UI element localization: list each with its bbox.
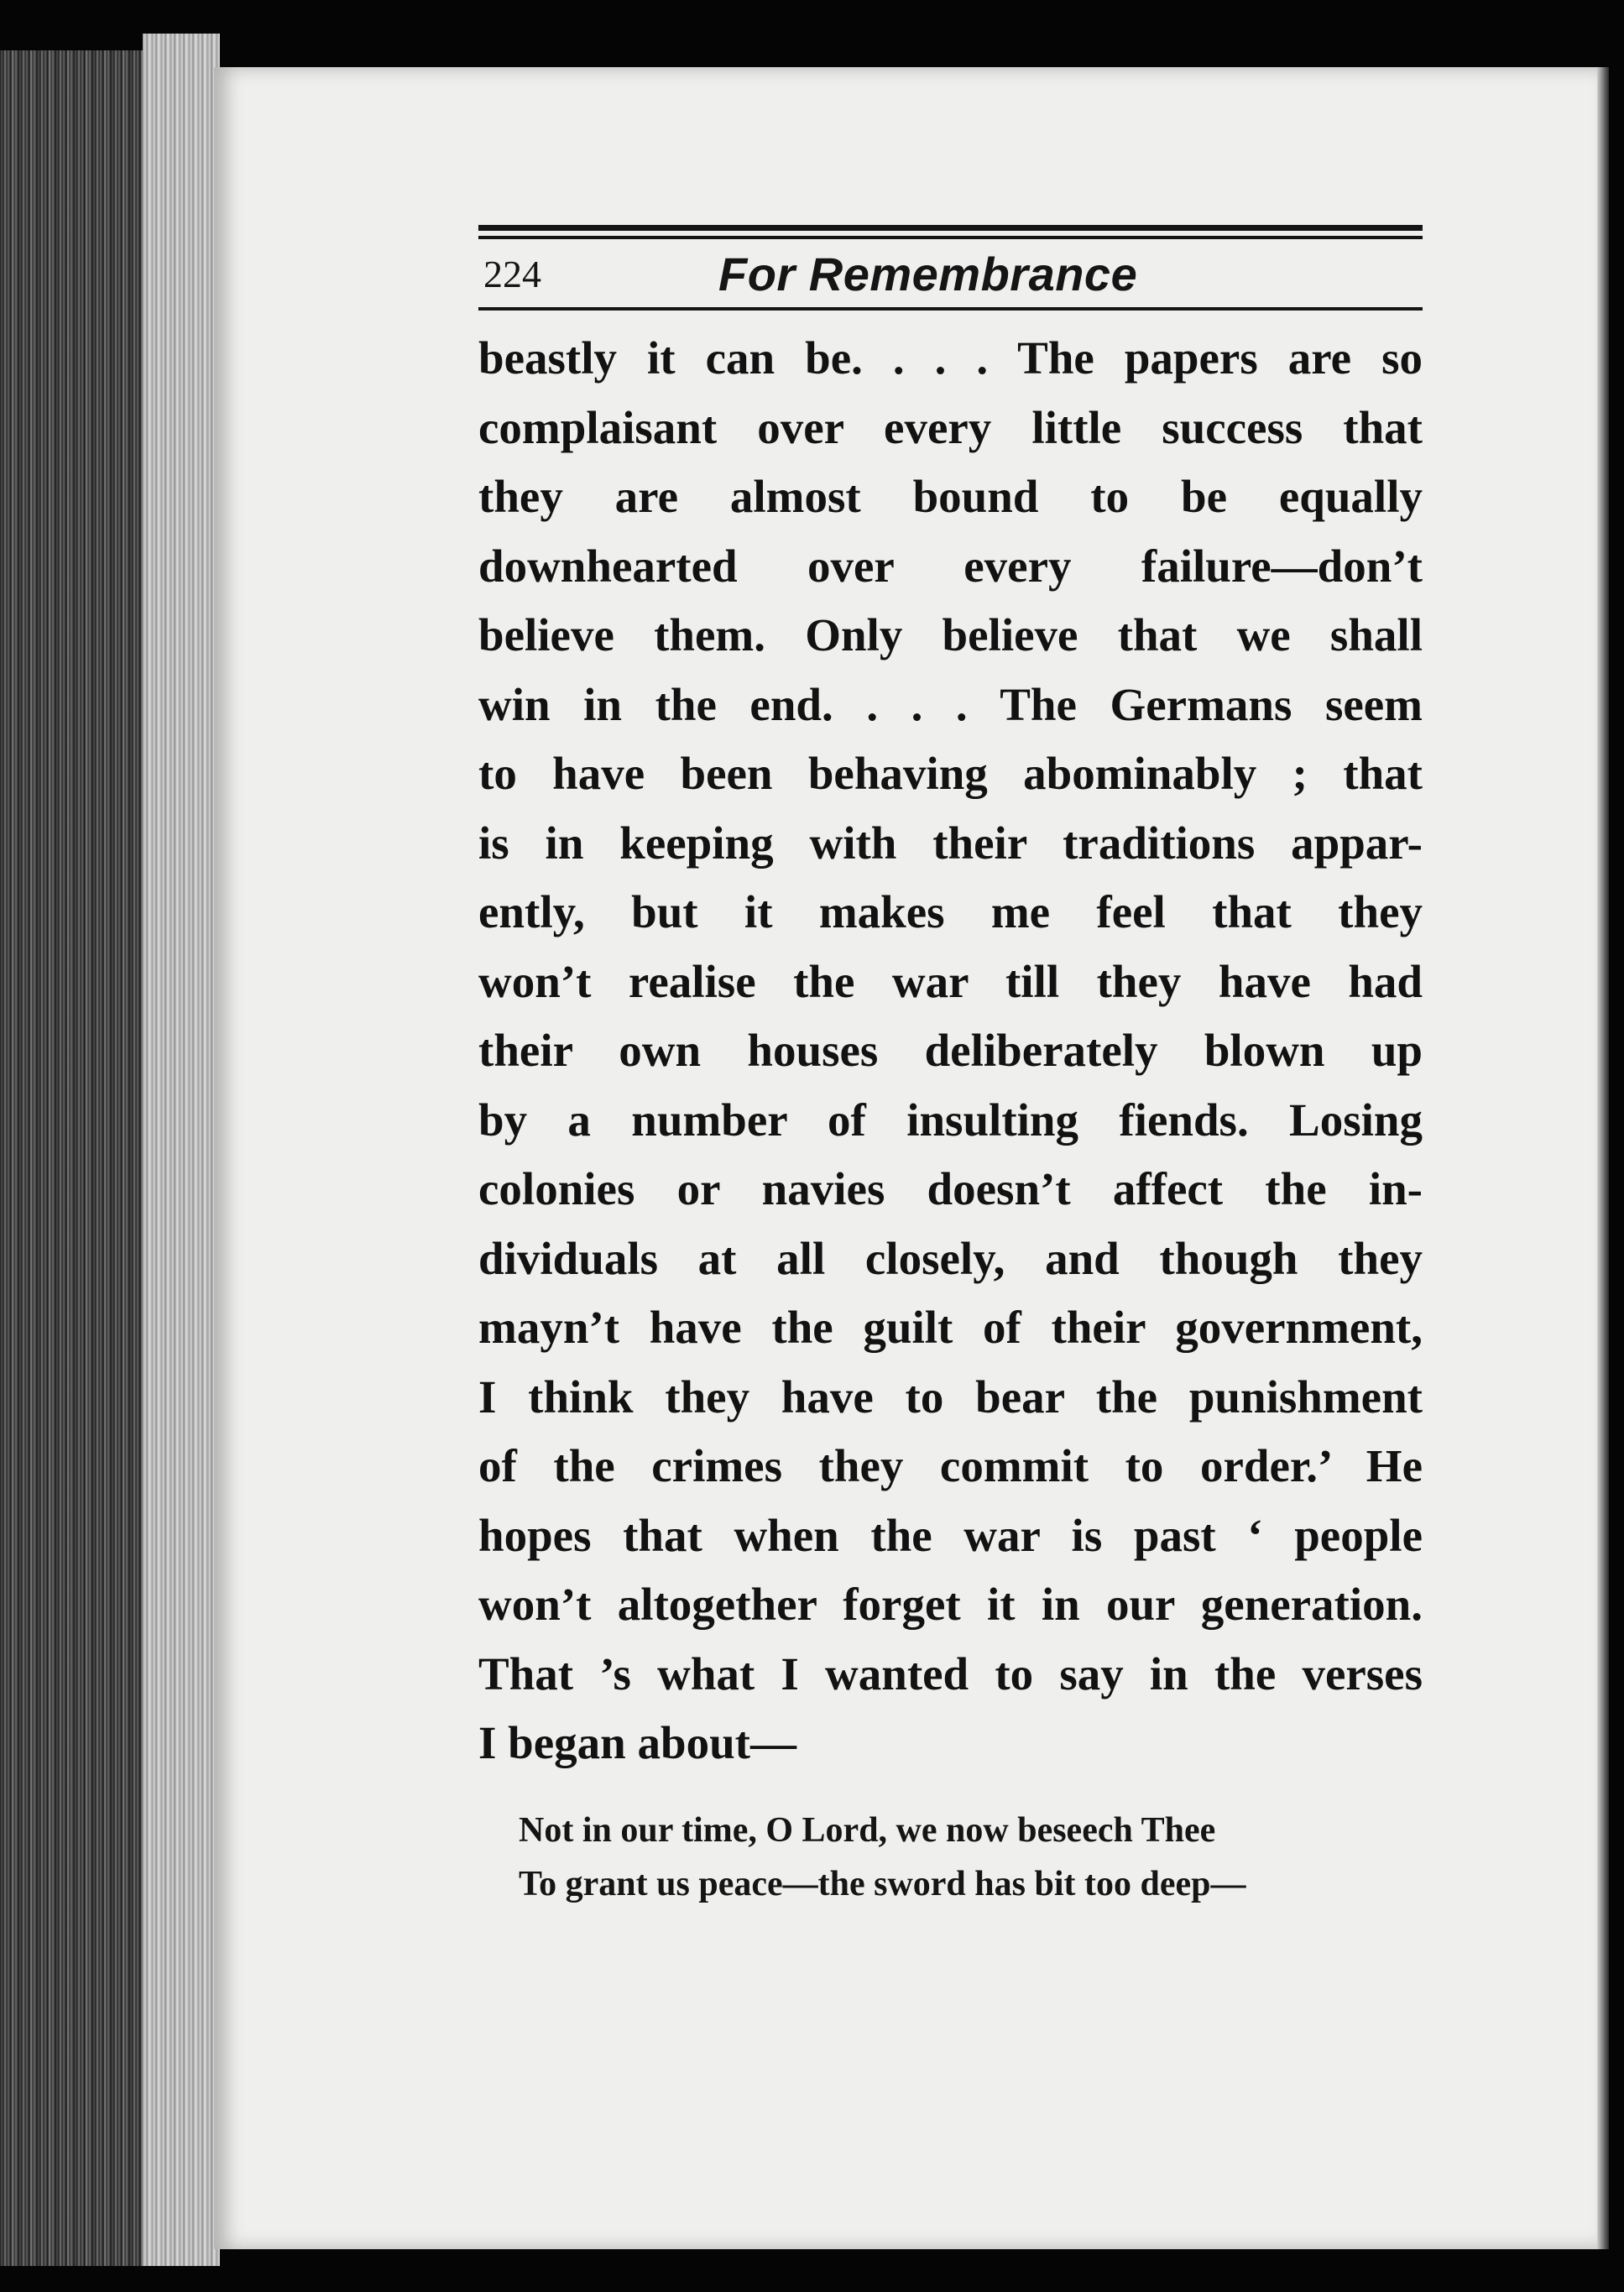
text-line: their own houses deliberately blown up (478, 1025, 1423, 1076)
text-line: win in the end. . . . The Germans seem (478, 678, 1423, 730)
running-head (478, 247, 1423, 302)
header-rule (478, 307, 1423, 311)
text-line: downhearted over every failure—don’t (478, 540, 1423, 592)
verse-line: To grant us peace—the sword has bit too deep— (519, 1864, 1246, 1903)
header-double-rule (478, 225, 1423, 247)
text-line: mayn’t have the guilt of their government, (478, 1302, 1423, 1353)
text-line: by a number of insulting fiends. Losing (478, 1094, 1423, 1146)
verse-line: Not in our time, O Lord, we now beseech Thee (519, 1810, 1216, 1850)
page-text-block (478, 225, 1423, 1911)
verse-quote (519, 1804, 1423, 1911)
text-line: dividuals at all closely, and though they (478, 1232, 1423, 1284)
text-line: is in keeping with their traditions appar- (478, 817, 1423, 869)
book-title: For Remembrance (718, 248, 1138, 300)
body-text (478, 324, 1423, 1778)
page-number: 224 (483, 253, 541, 295)
text-line: That ’s what I wanted to say in the verses (478, 1647, 1423, 1699)
text-line: complaisant over every little success that (478, 401, 1423, 453)
text-line: I think they have to bear the punishment (478, 1371, 1423, 1423)
text-line: ently, but it makes me feel that they (478, 886, 1423, 937)
text-line: colonies or navies doesn’t affect the in- (478, 1163, 1423, 1214)
text-line: believe them. Only believe that we shall (478, 609, 1423, 660)
text-line: hopes that when the war is past ‘ people (478, 1509, 1423, 1561)
text-line: won’t realise the war till they have had (478, 955, 1423, 1007)
text-line: I began about— (478, 1717, 796, 1768)
page-right-edge (1597, 67, 1609, 2249)
text-line: won’t altogether forget it in our generation. (478, 1579, 1423, 1630)
book-page-edges-highlight (143, 34, 220, 2266)
text-line: of the crimes they commit to order.’ He (478, 1440, 1423, 1491)
text-line: to have been behaving abominably ; that (478, 748, 1423, 799)
text-line: they are almost bound to be equally (478, 471, 1423, 522)
text-line: beastly it can be. . . . The papers are so (478, 332, 1423, 384)
